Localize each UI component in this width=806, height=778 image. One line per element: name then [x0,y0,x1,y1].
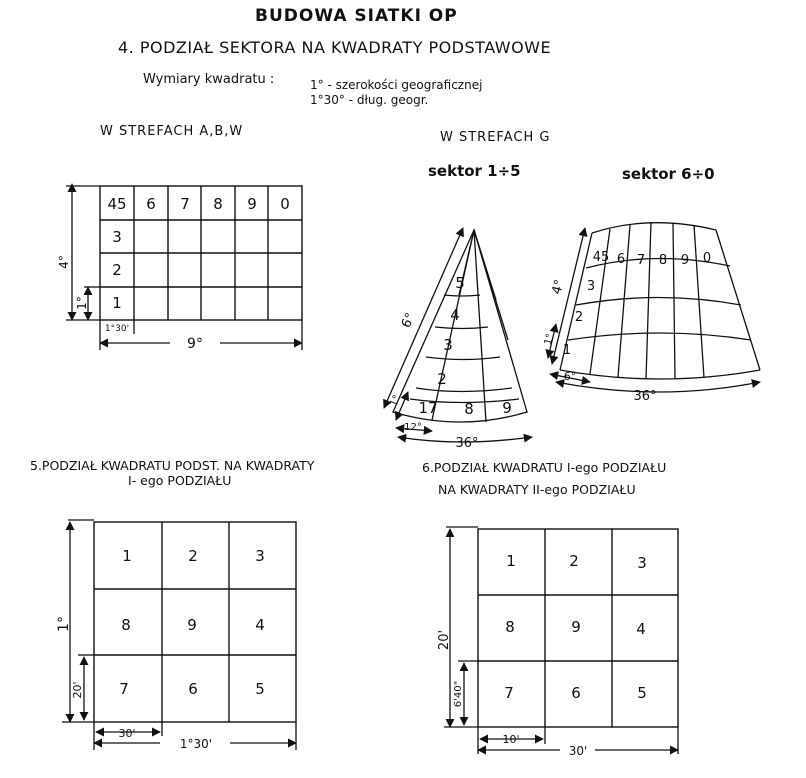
s6-cell: 9 [571,618,581,636]
s6-cell: 7 [504,684,514,702]
s5-cell: 8 [121,616,131,634]
abw-cell-width-label: 1°30' [104,324,130,334]
zones-g-heading: W STREFACH G [440,130,551,145]
arc-top-cell: 45 [592,250,610,265]
abw-top-cell: 0 [280,195,290,213]
fan-bottom-cell: 17 [418,399,438,417]
abw-top-cell: 6 [146,195,156,213]
fan-bottom-cell: 9 [502,399,512,417]
s5-cell: 1 [122,547,132,565]
fan-cell: 3 [443,336,453,354]
s6-cell: 2 [569,552,579,570]
section5-heading-1: 5.PODZIAŁ KWADRATU PODST. NA KWADRATY [30,458,315,473]
arc-left-cell: 1 [562,343,572,358]
s5-cell: 3 [255,547,265,565]
s5-width-label: 1°30' [179,737,213,751]
abw-top-cell: 7 [180,195,190,213]
s6-width-label: 30' [568,744,588,758]
zones-abw-heading: W STREFACH A,B,W [100,124,244,139]
fan-cell: 4 [450,306,460,324]
s5-cell: 7 [119,680,129,698]
section6-heading-2: NA KWADRATY II-ego PODZIAŁU [438,482,636,497]
fan-cell-width-label: 12° [404,422,422,433]
arc-cell-width-label: 6° [563,370,577,383]
fan-width-label: 36° [455,436,479,451]
s6-height-label: 20' [437,629,452,651]
s6-cell: 1 [506,552,516,570]
fan-bottom-cell: 8 [464,400,474,418]
s5-cell: 6 [188,680,198,698]
abw-top-cell: 45 [107,195,127,213]
abw-grid [100,186,302,320]
arc-top-cell: 9 [680,253,690,268]
arc-left-cell: 3 [586,279,596,294]
abw-height-label: 4° [57,255,71,269]
s6-cell-width-label: 10' [502,733,520,746]
dims-line1: 1° - szerokości geograficznej [310,78,483,92]
arc-width-label: 36° [633,389,657,404]
s6-cell-height-label: 6'40" [453,680,464,708]
s6-cell: 3 [637,554,647,572]
sector-b-label: sektor 6÷0 [622,165,715,183]
abw-left-cell: 1 [112,294,122,312]
fan-cell: 2 [437,370,447,388]
abw-cell-height-label: 1° [75,296,89,310]
fan-height-label: 6° [398,310,419,331]
s5-cell-height-label: 20' [71,681,84,699]
section6-heading-1: 6.PODZIAŁ KWADRATU I-ego PODZIAŁU [422,460,667,475]
page-title: BUDOWA SIATKI OP [255,6,458,26]
s6-cell: 6 [571,684,581,702]
arc-left-cell: 2 [574,310,584,325]
abw-left-cell: 3 [112,228,122,246]
abw-top-cell: 9 [247,195,257,213]
s6-cell: 5 [637,684,647,702]
dims-label: Wymiary kwadratu : [143,72,275,87]
sector-a-label: sektor 1÷5 [428,162,521,180]
abw-top-cell: 8 [213,195,223,213]
s6-cell: 4 [636,620,646,638]
s5-height-label: 1° [56,616,72,632]
arc-cell-height-label: 1° [542,332,557,347]
s5-cell-width-label: 30' [118,727,136,740]
abw-left-cell: 2 [112,261,122,279]
arc-top-cell: 0 [702,251,712,266]
section4-heading: 4. PODZIAŁ SEKTORA NA KWADRATY PODSTAWOWE [118,38,552,57]
arc-sector [560,222,760,379]
abw-width-label: 9° [187,336,203,352]
s6-cell: 8 [505,618,515,636]
dims-line2: 1°30° - dług. geogr. [310,93,429,107]
s5-cell: 4 [255,616,265,634]
s5-cell: 5 [255,680,265,698]
section5-heading-2: I- ego PODZIAŁU [128,473,232,488]
s5-cell: 2 [188,547,198,565]
arc-top-cell: 7 [636,253,646,268]
arc-height-label: 4° [549,278,568,297]
s5-cell: 9 [187,616,197,634]
arc-top-cell: 6 [616,252,626,267]
arc-top-cell: 8 [658,253,668,268]
fan-cell: 5 [455,274,465,292]
fan-cell-height-label: 1° [388,393,404,409]
